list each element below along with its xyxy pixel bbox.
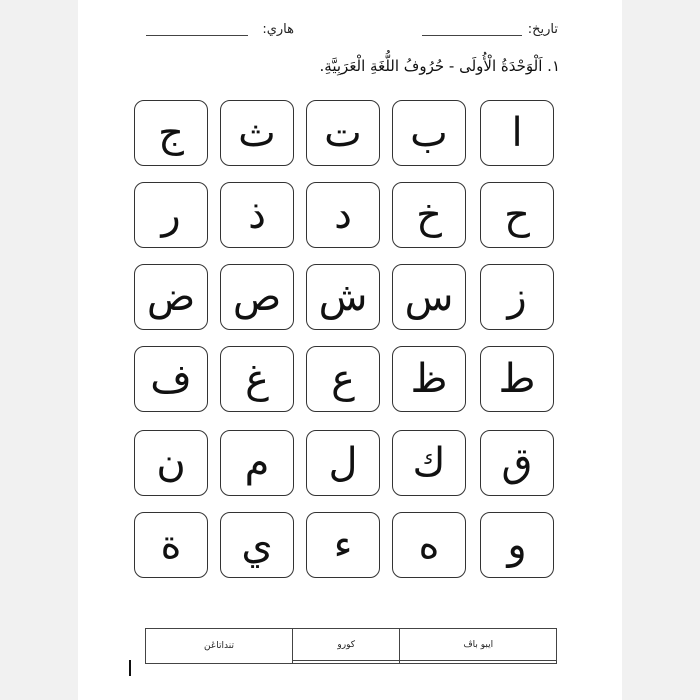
letter-tile: ق <box>480 430 554 496</box>
parent-header: ايبو باڤ <box>400 629 557 661</box>
letter-tile: ت <box>306 100 380 166</box>
letter-tile: ل <box>306 430 380 496</box>
letter-tile: ظ <box>392 346 466 412</box>
letter-tile: غ <box>220 346 294 412</box>
letter-tile: ي <box>220 512 294 578</box>
letter-tile: س <box>392 264 466 330</box>
letter-tile: ا <box>480 100 554 166</box>
parent-signature-cell[interactable] <box>400 661 557 664</box>
letter-tile: ع <box>306 346 380 412</box>
teacher-header: كورو <box>293 629 400 661</box>
signature-table <box>145 628 557 664</box>
letter-tile: ف <box>134 346 208 412</box>
signature-label: تنداتاڠن <box>146 629 293 664</box>
letter-tile: ط <box>480 346 554 412</box>
letter-tile: ء <box>306 512 380 578</box>
letter-tile: م <box>220 430 294 496</box>
letter-tile: ب <box>392 100 466 166</box>
date-label: تاريخ: <box>527 22 558 37</box>
letter-tile: خ <box>392 182 466 248</box>
letter-tile: ح <box>480 182 554 248</box>
letter-tile: ك <box>392 430 466 496</box>
letter-tile: ن <box>134 430 208 496</box>
teacher-signature-cell[interactable] <box>293 661 400 664</box>
letter-tile: ج <box>134 100 208 166</box>
letter-tile: ز <box>480 264 554 330</box>
letter-tile: د <box>306 182 380 248</box>
letter-tile: ر <box>134 182 208 248</box>
letter-tile: ض <box>134 264 208 330</box>
letter-tile: و <box>480 512 554 578</box>
page-marker <box>129 660 131 676</box>
letter-tile: ذ <box>220 182 294 248</box>
day-label: هاري: <box>262 22 294 37</box>
unit-title: ١. اَلْوَحْدَةُ الْأُولَى - حُرُوفُ اللُّغَةِ الْعَرَبِيَّةِ. <box>319 57 560 75</box>
letter-tile: ص <box>220 264 294 330</box>
letter-tile: ة <box>134 512 208 578</box>
letter-tile: ث <box>220 100 294 166</box>
letter-tile: ه <box>392 512 466 578</box>
letter-tile: ش <box>306 264 380 330</box>
